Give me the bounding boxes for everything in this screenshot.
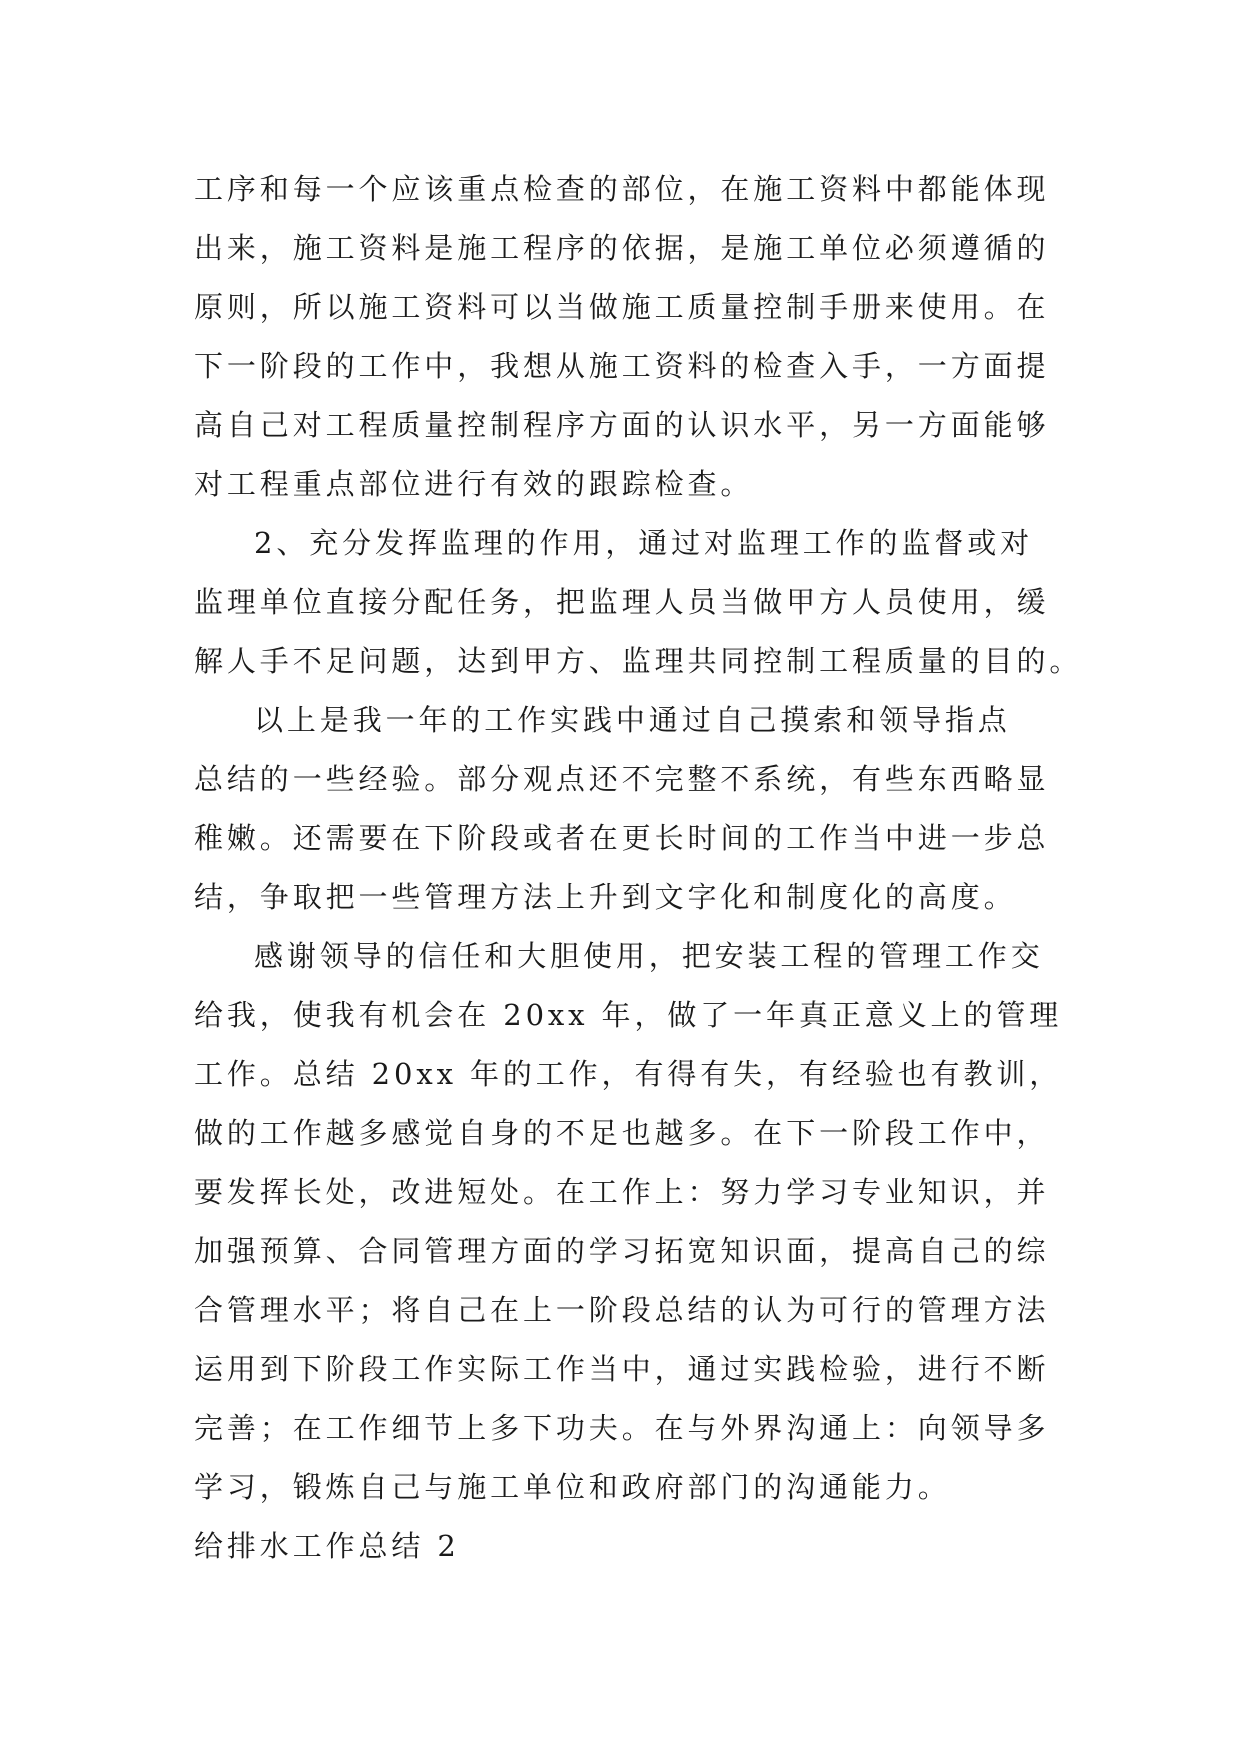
text-line: 要发挥长处，改进短处。在工作上：努力学习专业知识，并 <box>194 1175 1050 1209</box>
text-line: 稚嫩。还需要在下阶段或者在更长时间的工作当中进一步总 <box>194 821 1050 855</box>
text-line: 对工程重点部位进行有效的跟踪检查。 <box>194 467 754 501</box>
text-line: 结，争取把一些管理方法上升到文字化和制度化的高度。 <box>194 880 1017 914</box>
text-line: 出来，施工资料是施工程序的依据，是施工单位必须遵循的 <box>194 231 1050 265</box>
section-heading: 给排水工作总结 2 <box>194 1529 460 1563</box>
text-line: 原则，所以施工资料可以当做施工质量控制手册来使用。在 <box>194 290 1050 324</box>
text-line: 高自己对工程质量控制程序方面的认识水平，另一方面能够 <box>194 408 1050 442</box>
paragraph-4 <box>194 927 1063 1517</box>
text-line: 做的工作越多感觉自身的不足也越多。在下一阶段工作中， <box>194 1116 1050 1150</box>
text-line: 合管理水平；将自己在上一阶段总结的认为可行的管理方法 <box>194 1293 1050 1327</box>
text-line: 解人手不足问题，达到甲方、监理共同控制工程质量的目的。 <box>194 644 1083 678</box>
paragraph-2 <box>194 514 1083 691</box>
text-line: 下一阶段的工作中，我想从施工资料的检查入手，一方面提 <box>194 349 1050 383</box>
text-line: 工作。总结 20xx 年的工作，有得有失，有经验也有教训， <box>194 1057 1063 1091</box>
text-line: 完善；在工作细节上多下功夫。在与外界沟通上：向领导多 <box>194 1411 1050 1445</box>
text-line: 感谢领导的信任和大胆使用，把安装工程的管理工作交 <box>254 939 1044 973</box>
paragraph-3 <box>194 691 1054 927</box>
text-line: 学习，锻炼自己与施工单位和政府部门的沟通能力。 <box>194 1470 951 1504</box>
paragraph-1 <box>194 160 1054 514</box>
text-line: 运用到下阶段工作实际工作当中，通过实践检验，进行不断 <box>194 1352 1050 1386</box>
text-line: 工序和每一个应该重点检查的部位，在施工资料中都能体现 <box>194 172 1050 206</box>
text-line: 总结的一些经验。部分观点还不完整不系统，有些东西略显 <box>194 762 1050 796</box>
text-line: 2、充分发挥监理的作用，通过对监理工作的监督或对 <box>254 526 1034 560</box>
text-line: 以上是我一年的工作实践中通过自己摸索和领导指点 <box>254 703 1011 737</box>
text-line: 监理单位直接分配任务，把监理人员当做甲方人员使用，缓 <box>194 585 1050 619</box>
text-line: 加强预算、合同管理方面的学习拓宽知识面，提高自己的综 <box>194 1234 1050 1268</box>
document-body <box>194 160 1083 1576</box>
text-line: 给我，使我有机会在 20xx 年，做了一年真正意义上的管理 <box>194 998 1063 1032</box>
